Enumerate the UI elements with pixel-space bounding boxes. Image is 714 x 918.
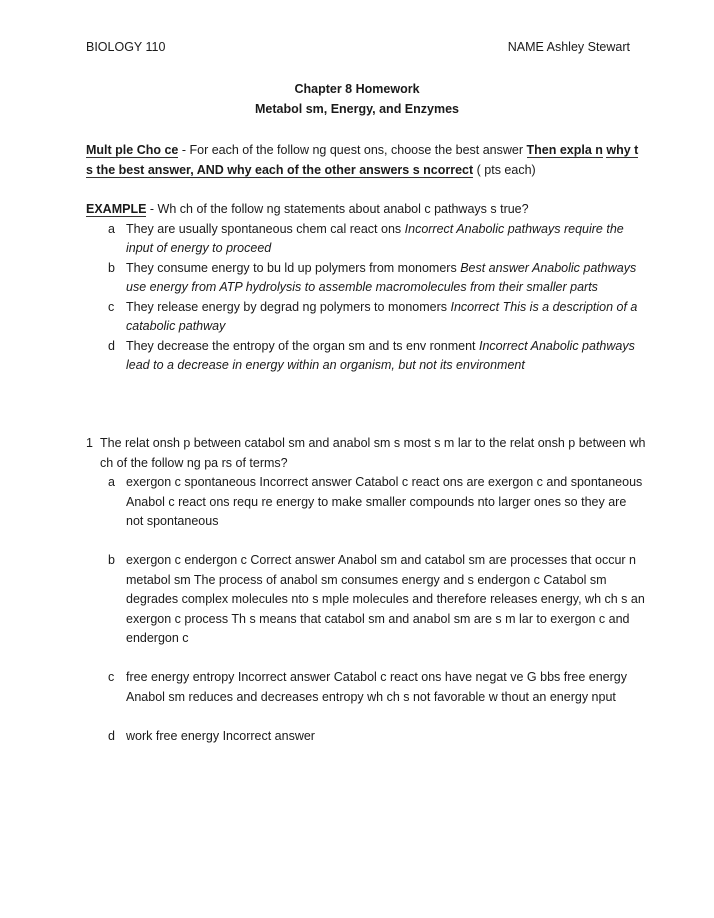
question-1-options bbox=[86, 473, 646, 746]
instructions bbox=[86, 141, 646, 180]
option-text: They release energy by degrad ng polymers to monomers bbox=[126, 299, 451, 314]
option-letter: c bbox=[108, 299, 115, 314]
spacer bbox=[86, 532, 646, 552]
question-1-option-a bbox=[86, 473, 646, 532]
option-answer: exergon c endergon c Correct answer Anabol sm and catabol sm are processes that occur n metabol sm The process of anabol sm consumes energy and s endergon c Catabol sm degrades complex molecules nto s mple molecules and therefore releases energy, wh ch s an exergon c process Th s means that catabol sm and anabol sm are s m lar to exergon c and endergon c bbox=[126, 553, 645, 645]
student-name: NAME Ashley Stewart bbox=[507, 40, 630, 54]
question-1-option-c bbox=[86, 668, 646, 707]
question-1-option-b bbox=[86, 551, 646, 649]
example-option-c bbox=[86, 298, 646, 337]
option-text: They are usually spontaneous chem cal react ons bbox=[126, 221, 405, 236]
question-1-stem bbox=[86, 434, 646, 473]
option-answer: free energy entropy Incorrect answer Catabol c react ons have negat ve G bbs free energy Anabol sm reduces and decreases entropy wh ch s not favorable w thout an energy nput bbox=[126, 670, 627, 704]
option-letter: b bbox=[108, 553, 115, 567]
spacer bbox=[86, 649, 646, 669]
option-text: They decrease the entropy of the organ sm and ts env ronment bbox=[126, 338, 479, 353]
instructions-points: ( pts each) bbox=[473, 162, 536, 177]
example-options bbox=[86, 220, 646, 376]
question-1-option-d bbox=[86, 727, 646, 747]
example-option-b bbox=[86, 259, 646, 298]
chapter-subtitle: Metabol sm, Energy, and Enzymes bbox=[255, 102, 459, 116]
option-letter: c bbox=[108, 670, 115, 684]
option-text: They consume energy to bu ld up polymers from monomers bbox=[126, 260, 461, 275]
option-explanation: Incorrect Anabolic pathways require the input of energy to proceed bbox=[126, 221, 624, 255]
instructions-emphasis-1: Then expla n bbox=[526, 143, 603, 157]
example-question bbox=[86, 200, 646, 220]
option-letter: d bbox=[108, 728, 115, 743]
example-label: EXAMPLE bbox=[86, 202, 147, 216]
example-question-text: - Wh ch of the follow ng statements about anabol c pathways s true? bbox=[146, 202, 529, 216]
example-section bbox=[86, 200, 646, 376]
option-explanation: Incorrect This is a description of a catabolic pathway bbox=[126, 299, 638, 333]
option-letter: a bbox=[108, 475, 115, 489]
course-label: BIOLOGY 110 bbox=[86, 40, 166, 54]
example-option-d bbox=[86, 337, 646, 376]
example-option-a bbox=[86, 220, 646, 259]
question-1 bbox=[86, 434, 646, 746]
question-number: 1 bbox=[86, 436, 93, 450]
instructions-emphasis-2: why t s the best answer, AND why each of the other answers s ncorrect bbox=[86, 143, 639, 177]
spacer bbox=[86, 707, 646, 727]
option-letter: d bbox=[108, 338, 115, 353]
option-explanation: Incorrect Anabolic pathways lead to a decrease in energy within an organism, but not its environment bbox=[126, 338, 635, 372]
chapter-title: Chapter 8 Homework bbox=[294, 82, 420, 96]
option-answer: exergon c spontaneous Incorrect answer Catabol c react ons are exergon c and spontaneous Anabol c react ons requ re energy to make smaller compounds nto larger ones so they are not spontaneous bbox=[126, 475, 643, 528]
option-explanation: Best answer Anabolic pathways use energy from ATP hydrolysis to assemble macromolecules from their smaller parts bbox=[126, 260, 637, 294]
question-text: The relat onsh p between catabol sm and anabol sm s most s m lar to the relat onsh p between wh ch of the follow ng pa rs of terms? bbox=[100, 436, 646, 470]
option-letter: b bbox=[108, 260, 115, 275]
option-letter: a bbox=[108, 221, 115, 236]
instructions-heading: Mult ple Cho ce bbox=[86, 143, 179, 157]
instructions-text: - For each of the follow ng quest ons, choose the best answer bbox=[178, 143, 527, 157]
option-answer: work free energy Incorrect answer bbox=[126, 728, 315, 743]
